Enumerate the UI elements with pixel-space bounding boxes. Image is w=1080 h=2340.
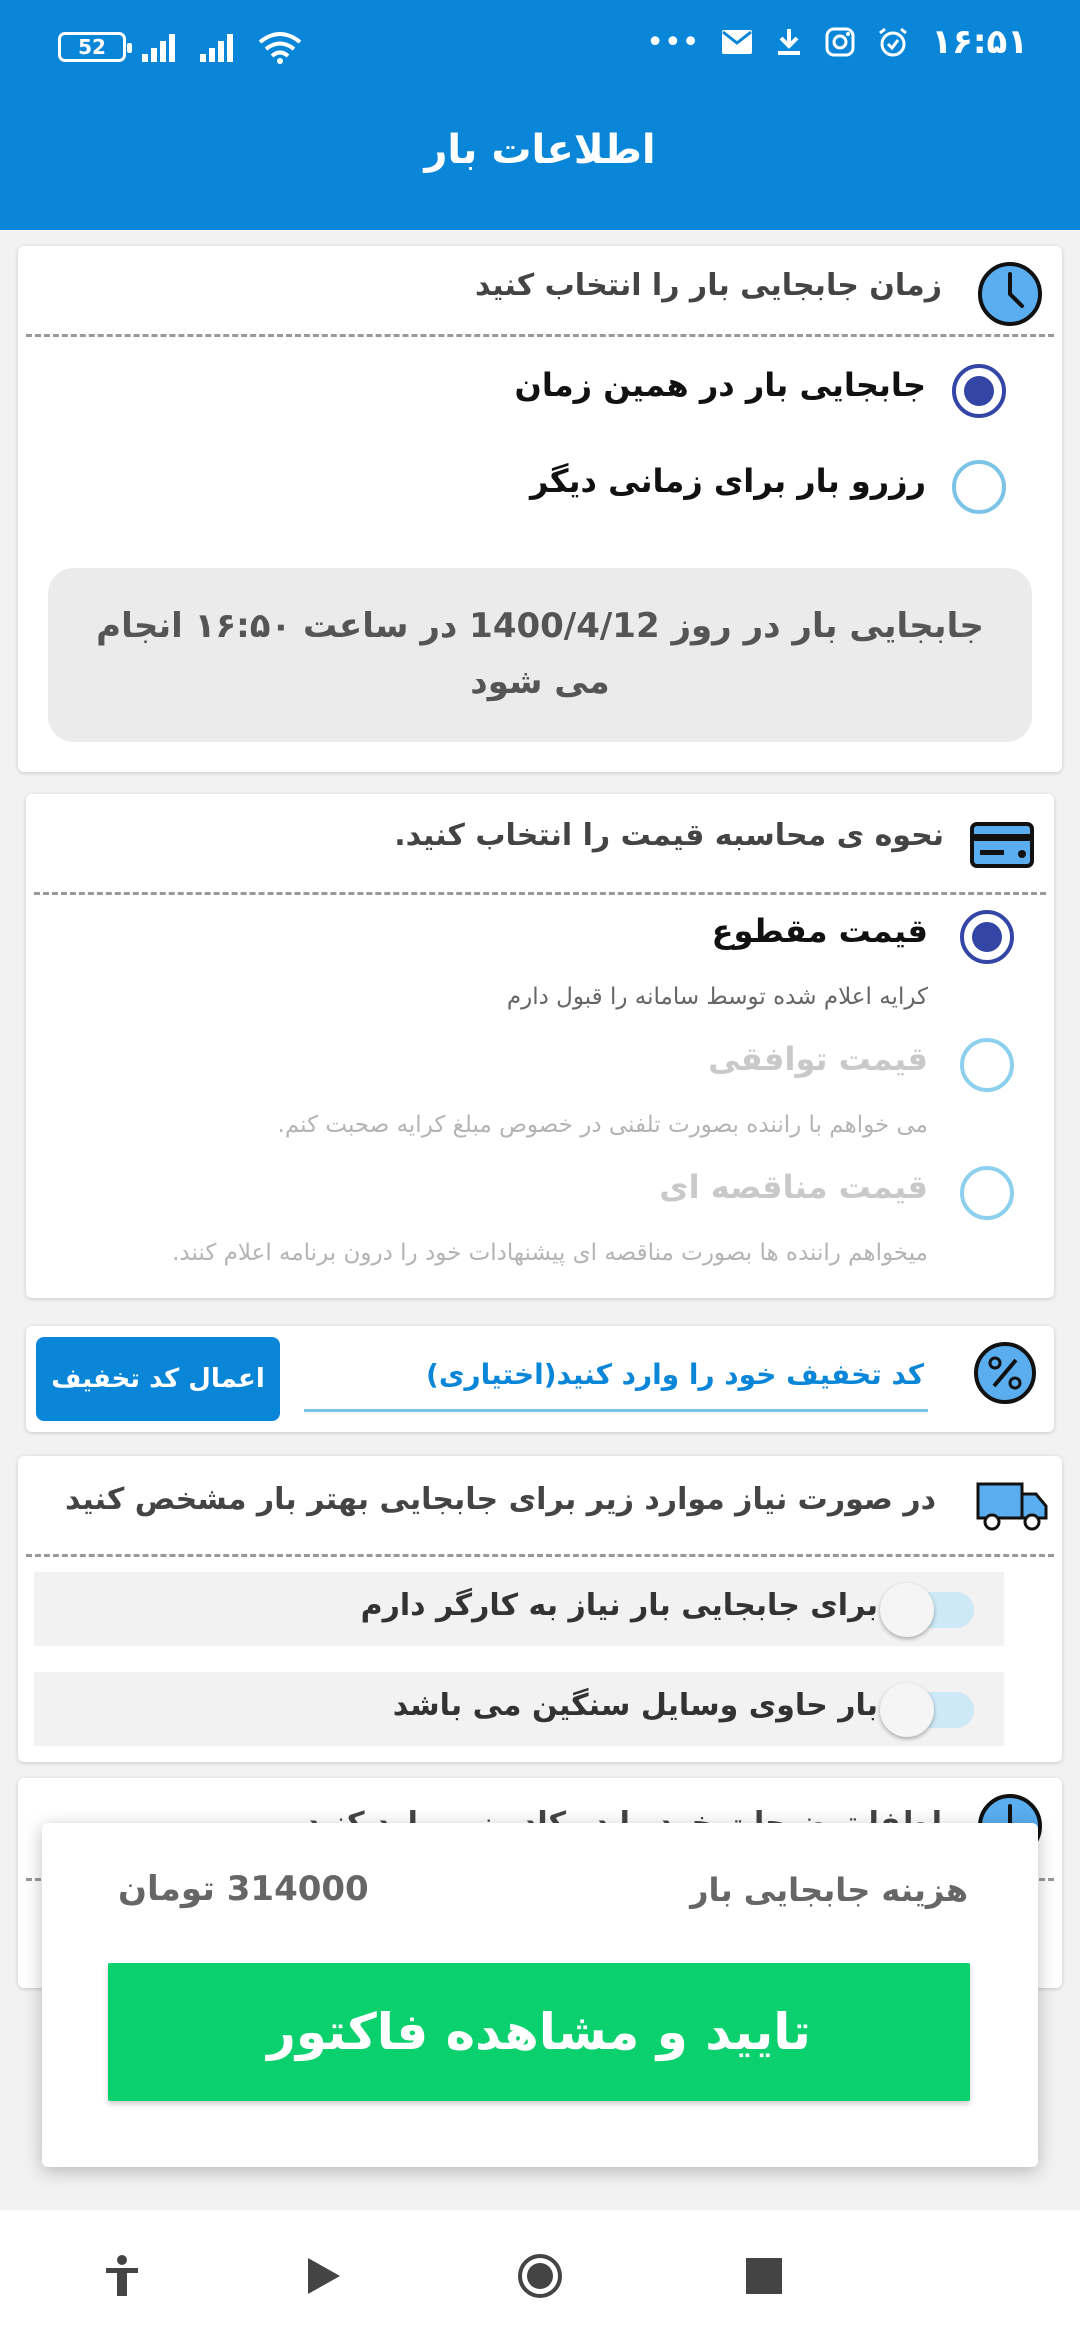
checkout-sheet [42,1823,1038,2167]
option-fixed-price-label[interactable]: قیمت مقطوع [711,912,928,950]
toggle-knob [880,1583,934,1637]
option-reserve-later-label[interactable]: رزرو بار برای زمانی دیگر [530,462,926,500]
battery-level: 52 [78,35,106,59]
battery-icon [58,32,126,62]
alarm-icon [877,26,909,58]
divider [26,334,1054,337]
schedule-info-text: جابجایی بار در روز 1400/4/12 در ساعت ۱۶:۵۰ انجام می شود [96,606,984,702]
stop-icon[interactable] [740,2252,788,2300]
option-fixed-price-desc: کرایه اعلام شده توسط سامانه را قبول دارم [506,984,928,1010]
accessibility-icon[interactable] [98,2252,146,2300]
instagram-icon [825,27,855,57]
toggle-row-worker [34,1572,1004,1646]
more-icon: ••• [646,24,700,60]
fee-label: هزینه جابجایی بار [690,1871,968,1909]
option-tender-price-label[interactable]: قیمت مناقصه ای [659,1168,928,1206]
radio-reserve-later[interactable] [952,460,1006,514]
option-tender-price-desc: میخواهم راننده ها بصورت مناقصه ای پیشنهادات خود را درون برنامه اعلام کنند. [172,1240,928,1266]
status-bar [0,0,1080,100]
truck-icon [976,1476,1048,1536]
mail-icon [721,29,753,55]
option-negotiated-price-desc: می خواهم با راننده بصورت تلفنی در خصوص مبلغ کرایه صحبت کنم. [277,1112,928,1138]
worker-toggle-label: برای جابجایی بار نیاز به کارگر دارم [360,1588,878,1623]
status-left [58,30,302,64]
home-icon[interactable] [516,2252,564,2300]
extras-card [18,1456,1062,1762]
divider [26,1554,1054,1557]
percent-icon [972,1340,1038,1406]
credit-card-icon [968,810,1036,878]
fee-value: 314000 تومان [118,1869,369,1909]
option-move-now-label[interactable]: جابجایی بار در همین زمان [514,366,926,404]
heavy-items-toggle-label: بار حاوی وسایل سنگین می باشد [392,1688,878,1723]
radio-move-now[interactable] [952,364,1006,418]
option-negotiated-price-label[interactable]: قیمت توافقی [708,1040,928,1078]
apply-discount-button[interactable]: اعمال کد تخفیف [36,1337,280,1421]
page-title: اطلاعات بار [424,127,656,173]
signal-icon [200,32,242,62]
heavy-items-toggle[interactable] [886,1692,974,1728]
clock-icon [976,260,1044,328]
radio-tender-price[interactable] [960,1166,1014,1220]
status-right [646,22,1028,62]
system-nav-bar [0,2210,1080,2340]
price-section-title: نحوه ی محاسبه قیمت را انتخاب کنید. [394,818,944,853]
confirm-invoice-button[interactable]: تایید و مشاهده فاکتور [108,1963,970,2101]
time-card [18,246,1062,772]
radio-fixed-price[interactable] [960,910,1014,964]
schedule-info [48,568,1032,742]
wifi-icon [258,30,302,64]
radio-negotiated-price[interactable] [960,1038,1014,1092]
toggle-row-heavy [34,1672,1004,1746]
worker-toggle[interactable] [886,1592,974,1628]
play-icon[interactable] [298,2252,346,2300]
app-bar [0,100,1080,230]
time-section-title: زمان جابجایی بار را انتخاب کنید [474,268,942,303]
signal-icon [142,32,184,62]
discount-code-input[interactable] [304,1340,928,1412]
download-icon [775,27,803,57]
toggle-knob [880,1683,934,1737]
clock: ۱۶:۵۱ [931,22,1028,62]
extras-section-title: در صورت نیاز موارد زیر برای جابجایی بهتر بار مشخص کنید [65,1482,936,1517]
price-card [26,794,1054,1298]
divider [34,892,1046,895]
